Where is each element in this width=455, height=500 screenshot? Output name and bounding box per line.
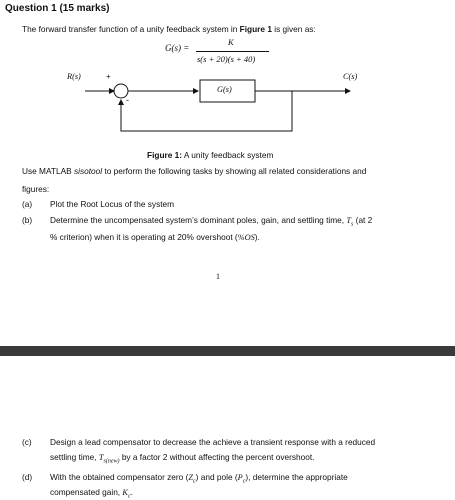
figure-caption: Figure 1: A unity feedback system (147, 150, 274, 160)
instructions-line1: Use MATLAB sisotool to perform the following tasks by showing all related considerations and (22, 166, 367, 176)
tf-lhs: G(s) = (165, 43, 190, 53)
feedback-path (121, 91, 292, 131)
page-number: 1 (216, 272, 220, 281)
part-b-label: (b) (22, 215, 33, 225)
part-b-line2: % criterion) when it is operating at 20% overshoot (%OS). (50, 232, 260, 242)
page-divider (0, 346, 455, 356)
part-d-line2: compensated gain, $K_c$. (50, 487, 133, 500)
block-label: G(s) (217, 85, 232, 94)
part-c-line1: Design a lead compensator to decrease the achieve a transient response with a reduced (50, 437, 376, 447)
instructions-line2: figures: (22, 184, 50, 194)
part-d-line1: With the obtained compensator zero $(Z_c)$ and pole $(P_c)$, determine the appropriate (50, 472, 348, 485)
input-label: R(s) (67, 72, 81, 81)
part-d-label: (d) (22, 472, 33, 482)
output-label: C(s) (343, 72, 358, 81)
question-title: Question 1 (15 marks) (5, 3, 110, 14)
intro-text: The forward transfer function of a unity feedback system in Figure 1 is given as: (22, 24, 316, 34)
plus-sign: + (106, 72, 111, 81)
minus-sign: - (126, 95, 129, 105)
part-c-line2: settling time, $T_{s(new)}$ by a factor 2 without affecting the percent overshoot. (50, 452, 315, 465)
part-c-label: (c) (22, 437, 32, 447)
tf-denominator: s(s + 20)(s + 40) (197, 54, 256, 64)
tf-numerator: K (228, 37, 234, 47)
part-b-line1: Determine the uncompensated system’s dominant poles, gain, and settling time, $T_s$ (at 2 (50, 215, 373, 228)
part-a-text: Plot the Root Locus of the system (50, 199, 175, 209)
part-a-label: (a) (22, 199, 33, 209)
